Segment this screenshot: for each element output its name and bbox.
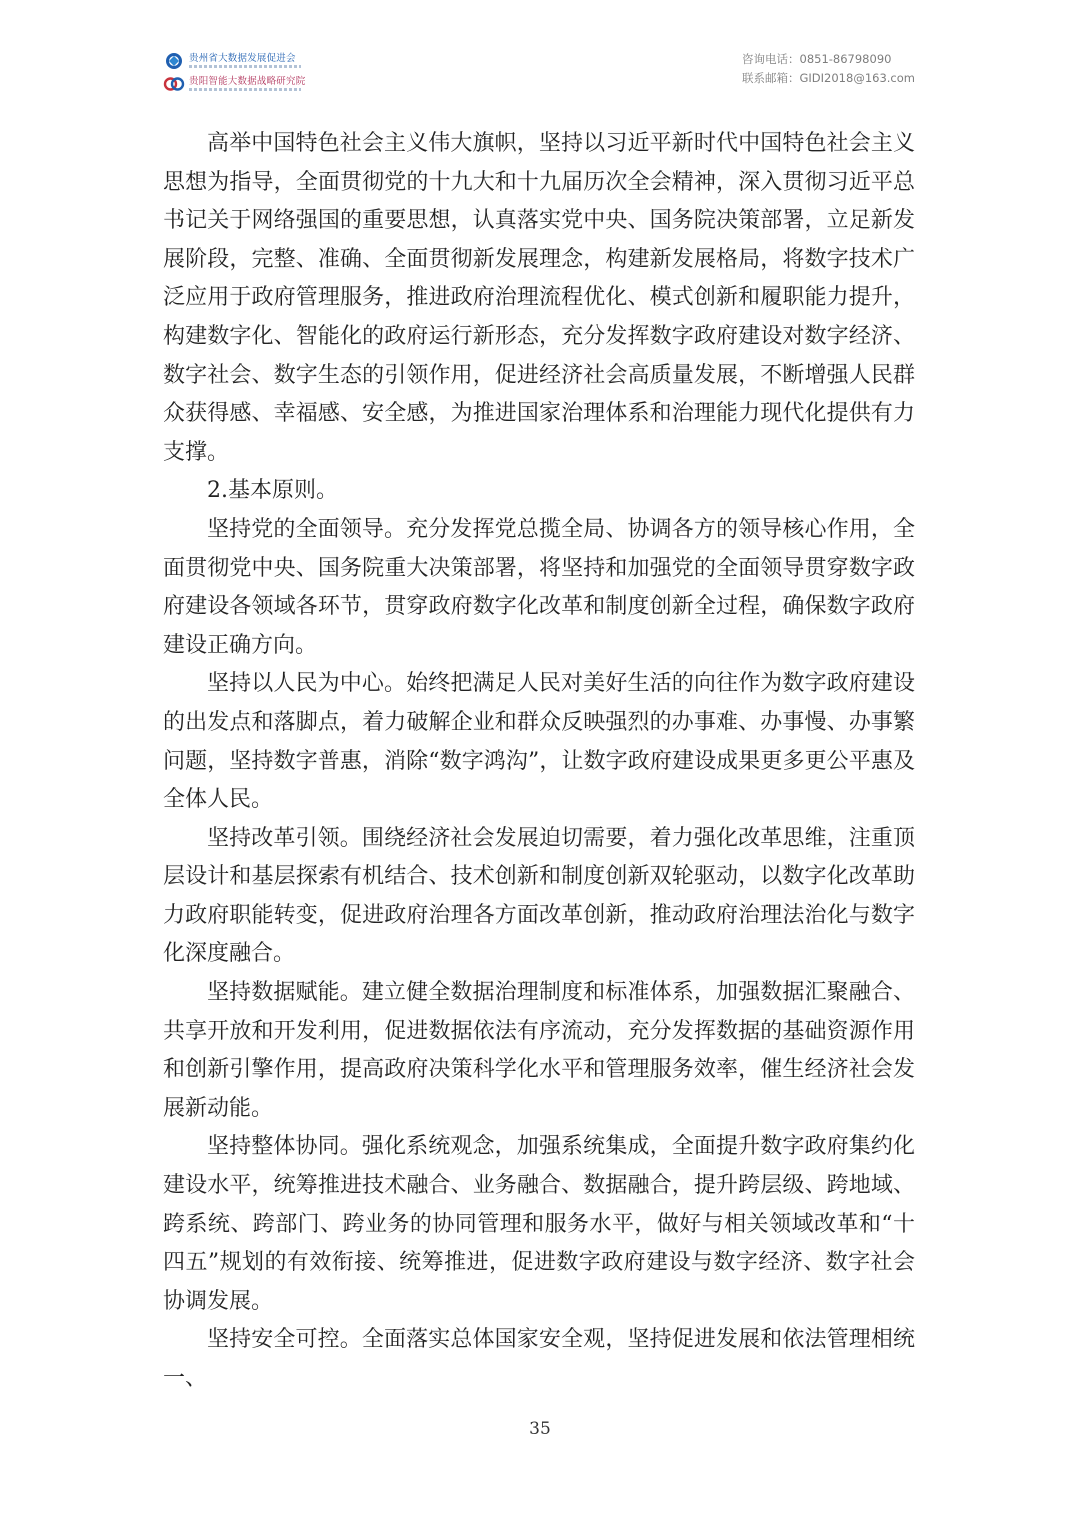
- org2-logo-row: [163, 75, 305, 93]
- bigdata-association-logo-icon: [163, 52, 185, 70]
- phone-label: 咨询电话：: [742, 52, 800, 66]
- contact-info: [742, 50, 915, 88]
- page-number: 35: [529, 1419, 551, 1439]
- org2-name: 贵阳智能大数据战略研究院: [189, 75, 306, 87]
- paragraph-security-control: 坚持安全可控。全面落实总体国家安全观，坚持促进发展和依法管理相统一、: [163, 1327, 915, 1391]
- page-header: [0, 0, 1080, 110]
- contact-email-line: [742, 69, 915, 88]
- contact-phone-line: [742, 50, 915, 69]
- document-body: [163, 125, 915, 1399]
- org1-english-subtitle-decoration: [189, 65, 301, 68]
- paragraph-overall-coordination: 坚持整体协同。强化系统观念，加强系统集成，全面提升数字政府集约化建设水平，统筹推进技术融合、业务融合、数据融合，提升跨层级、跨地域、跨系统、跨部门、跨业务的协同管理和服务水平，做好与相关领域改革和“十四五”规划的有效衔接、统筹推进，促进数字政府建设与数字经济、数字社会协调发展。: [163, 1134, 915, 1314]
- phone-number: 0851-86798090: [799, 52, 892, 66]
- paragraph-party-leadership: 坚持党的全面领导。充分发挥党总揽全局、协调各方的领导核心作用，全面贯彻党中央、国务院重大决策部署，将坚持和加强党的全面领导贯穿数字政府建设各领域各环节，贯穿政府数字化改革和制度创新全过程，确保数字政府建设正确方向。: [163, 516, 915, 658]
- email-address: GIDI2018@163.com: [799, 71, 915, 85]
- paragraph-people-centered: 坚持以人民为中心。始终把满足人民对美好生活的向往作为数字政府建设的出发点和落脚点，着力破解企业和群众反映强烈的办事难、办事慢、办事繁问题，坚持数字普惠，消除“数字鸿沟”，让数字政府建设成果更多更公平惠及全体人民。: [163, 671, 915, 813]
- paragraph-data-empowerment: 坚持数据赋能。建立健全数据治理制度和标准体系，加强数据汇聚融合、共享开放和开发利用，促进数据依法有序流动，充分发挥数据的基础资源作用和创新引擎作用，提高政府决策科学化水平和管理服务效率，催生经济社会发展新动能。: [163, 980, 915, 1121]
- paragraph-guiding-ideology: 高举中国特色社会主义伟大旗帜，坚持以习近平新时代中国特色社会主义思想为指导，全面贯彻党的十九大和十九届历次全会精神，深入贯彻习近平总书记关于网络强国的重要思想，认真落实党中央、国务院决策部署，立足新发展阶段，完整、准确、全面贯彻新发展理念，构建新发展格局，将数字技术广泛应用于政府管理服务，推进政府治理流程优化、模式创新和履职能力提升，构建数字化、智能化的政府运行新形态，充分发挥数字政府建设对数字经济、数字社会、数字生态的引领作用，促进经济社会高质量发展，不断增强人民群众获得感、幸福感、安全感，为推进国家治理体系和治理能力现代化提供有力支撑。: [163, 131, 915, 465]
- research-institute-logo-icon: [163, 75, 185, 93]
- section-heading-basic-principles: 2.基本原则。: [207, 478, 338, 504]
- org1-name: 贵州省大数据发展促进会: [189, 52, 296, 64]
- org1-logo-row: [163, 52, 301, 70]
- email-label: 联系邮箱：: [742, 71, 800, 85]
- paragraph-reform-led: 坚持改革引领。围绕经济社会发展迫切需要，着力强化改革思维，注重顶层设计和基层探索有机结合、技术创新和制度创新双轮驱动，以数字化改革助力政府职能转变，促进政府治理各方面改革创新，推动政府治理法治化与数字化深度融合。: [163, 825, 915, 967]
- org2-english-subtitle-decoration: [189, 88, 301, 91]
